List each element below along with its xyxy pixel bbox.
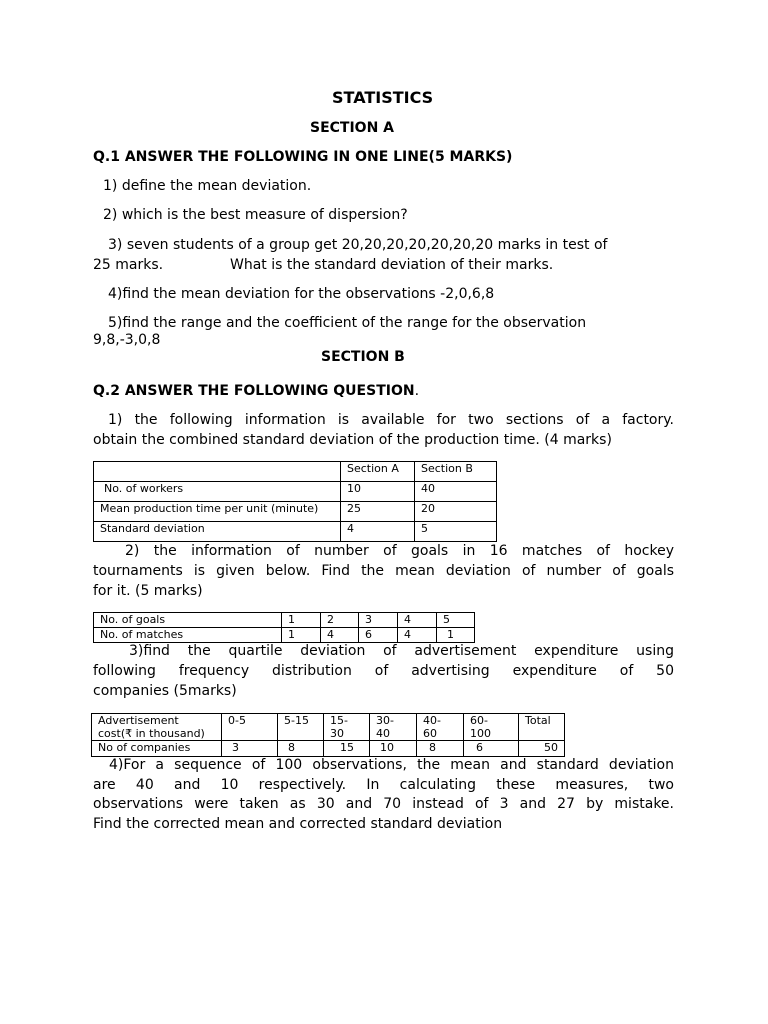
table-cell: 4 [341, 522, 415, 542]
table-row [94, 522, 497, 542]
table-cell: 2 [321, 613, 359, 628]
table-cell: 6 [359, 628, 398, 643]
class-b: 100 [470, 727, 491, 740]
q1-item-5-line2: 9,8,-3,0,8 [93, 332, 161, 348]
table-cell: 20 [415, 502, 497, 522]
table-cell: No. of matches [94, 628, 282, 643]
table-cell: 5 [437, 613, 475, 628]
table-cell [222, 714, 278, 741]
table-row [94, 482, 497, 502]
section-b-heading: SECTION B [321, 349, 405, 365]
table-cell: 4 [398, 613, 437, 628]
q1-item-2: 2) which is the best measure of dispersion? [103, 207, 408, 223]
table-cell: 8 [417, 741, 464, 757]
table-cell: No of companies [92, 741, 222, 757]
adv-label-b: cost(₹ in thousand) [98, 727, 205, 740]
table-cell: 15 [324, 741, 370, 757]
table-cell [370, 714, 417, 741]
q2-4-line3: observations were taken as 30 and 70 instead of 3 and 27 by mistake. [93, 796, 674, 812]
q1-item-1: 1) define the mean deviation. [103, 178, 312, 194]
q2-4-line4: Find the corrected mean and corrected standard deviation [93, 816, 503, 832]
q1-item-3-line2b: What is the standard deviation of their marks. [230, 257, 554, 273]
q2-1-line2: obtain the combined standard deviation of the production time. (4 marks) [93, 432, 612, 448]
table-row [92, 741, 565, 757]
class-a: 30- [376, 714, 394, 727]
class-a: 15- [330, 714, 348, 727]
q2-2-line2: tournaments is given below. Find the mean deviation of number of goals [93, 563, 674, 579]
table-cell: 10 [341, 482, 415, 502]
q1-item-3-line1: 3) seven students of a group get 20,20,20,20,20,20,20 marks in test of [108, 237, 608, 253]
class-a: 40- [423, 714, 441, 727]
table-cell [519, 714, 565, 741]
q1-item-3-line2a: 25 marks. [93, 257, 164, 273]
class-a: 60- [470, 714, 488, 727]
q2-3-line1: 3)find the quartile deviation of advertisement expenditure using [129, 643, 674, 659]
table-cell: 4 [321, 628, 359, 643]
table-cell: 1 [282, 628, 321, 643]
class-a: 0-5 [228, 714, 246, 727]
table-cell: 3 [222, 741, 278, 757]
table-cell: 10 [370, 741, 417, 757]
production-table [93, 461, 497, 542]
table-cell [464, 714, 519, 741]
page-title: STATISTICS [332, 88, 434, 107]
q2-2-line1: 2) the information of number of goals in 16 matches of hockey [125, 543, 674, 559]
table-cell [324, 714, 370, 741]
class-a: 5-15 [284, 714, 309, 727]
q2-3-line3: companies (5marks) [93, 683, 237, 699]
q1-item-4: 4)find the mean deviation for the observations -2,0,6,8 [108, 286, 495, 302]
advertisement-table [91, 713, 565, 757]
q2-heading-period: . [414, 383, 420, 399]
table-cell [92, 714, 222, 741]
table-cell [417, 714, 464, 741]
table-cell: 1 [437, 628, 475, 643]
table-cell: Section A [341, 462, 415, 482]
class-b: 40 [376, 727, 390, 740]
table-row [94, 628, 475, 643]
table-cell: Standard deviation [94, 522, 341, 542]
q2-3-line2: following frequency distribution of advertising expenditure of 50 [93, 663, 674, 679]
table-cell: No. of goals [94, 613, 282, 628]
table-cell: 25 [341, 502, 415, 522]
table-row [94, 613, 475, 628]
q2-2-line3: for it. (5 marks) [93, 583, 203, 599]
table-cell: 40 [415, 482, 497, 502]
q2-4-line2: are 40 and 10 respectively. In calculating these measures, two [93, 777, 674, 793]
table-cell: 1 [282, 613, 321, 628]
table-cell: 6 [464, 741, 519, 757]
table-cell [278, 714, 324, 741]
table-cell: 4 [398, 628, 437, 643]
table-cell: 3 [359, 613, 398, 628]
q2-4-line1: 4)For a sequence of 100 observations, the mean and standard deviation [109, 757, 674, 773]
adv-label-a: Advertisement [98, 714, 179, 727]
table-cell: 5 [415, 522, 497, 542]
table-cell [94, 462, 341, 482]
class-a: Total [525, 714, 551, 727]
q2-heading-wrap [93, 383, 419, 399]
table-row [92, 714, 565, 741]
class-b: 60 [423, 727, 437, 740]
q2-heading: Q.2 ANSWER THE FOLLOWING QUESTION [93, 383, 415, 399]
section-a-heading: SECTION A [310, 120, 395, 136]
table-cell: Section B [415, 462, 497, 482]
q1-heading: Q.1 ANSWER THE FOLLOWING IN ONE LINE(5 MARKS) [93, 149, 513, 165]
table-cell: 50 [519, 741, 565, 757]
q2-1-line1: 1) the following information is available for two sections of a factory. [108, 412, 674, 428]
q1-item-5-line1: 5)find the range and the coefficient of the range for the observation [108, 315, 587, 331]
class-b: 30 [330, 727, 344, 740]
table-cell: Mean production time per unit (minute) [94, 502, 341, 522]
table-row [94, 502, 497, 522]
goals-table [93, 612, 475, 643]
table-cell: 8 [278, 741, 324, 757]
table-cell: No. of workers [94, 482, 341, 502]
table-row [94, 462, 497, 482]
